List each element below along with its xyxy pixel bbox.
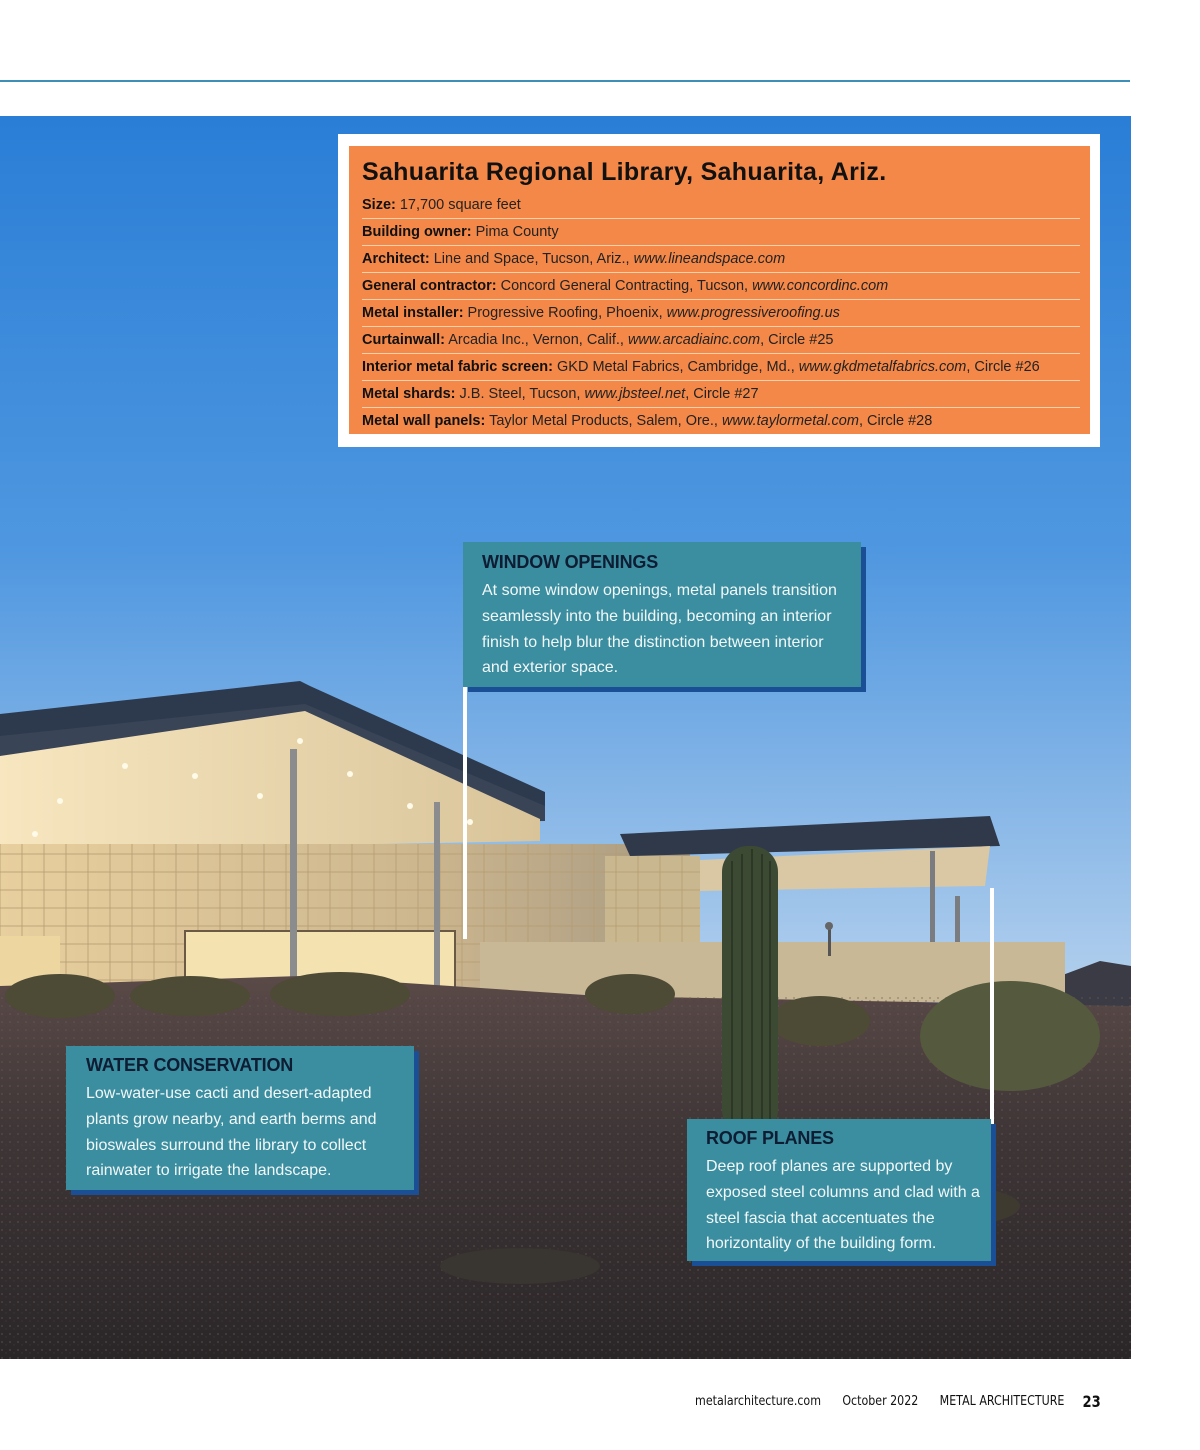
- callout-title: ROOF PLANES: [706, 1128, 834, 1148]
- info-row-label: Curtainwall:: [362, 332, 445, 348]
- info-row: [362, 327, 1080, 354]
- info-row: [362, 246, 1080, 273]
- project-info-box: [349, 146, 1090, 434]
- info-row-url[interactable]: www.progressiveroofing.us: [666, 305, 840, 321]
- info-row: [362, 219, 1080, 246]
- window-openings-callout: [463, 542, 861, 687]
- info-row: [362, 408, 1080, 434]
- info-row-url[interactable]: www.lineandspace.com: [633, 251, 786, 267]
- info-row-text: GKD Metal Fabrics, Cambridge, Md.,: [553, 359, 799, 375]
- info-row-tail: , Circle #25: [760, 332, 834, 348]
- info-row-url[interactable]: www.arcadiainc.com: [627, 332, 761, 348]
- info-row-label: Size:: [362, 197, 396, 213]
- info-row-label: General contractor:: [362, 278, 497, 294]
- info-row: [362, 300, 1080, 327]
- info-row-label: Building owner:: [362, 224, 472, 240]
- info-row-label: Metal wall panels:: [362, 413, 486, 429]
- info-row-url[interactable]: www.concordinc.com: [752, 278, 889, 294]
- project-title: Sahuarita Regional Library, Sahuarita, Ariz.: [362, 158, 887, 186]
- info-row-label: Metal shards:: [362, 386, 456, 402]
- page-footer: [674, 1391, 1101, 1411]
- info-row-text: 17,700 square feet: [395, 197, 521, 213]
- top-rule: [0, 80, 1130, 82]
- roof-leader-line: [990, 888, 994, 1124]
- info-row-label: Metal installer:: [362, 305, 464, 321]
- info-row-tail: , Circle #27: [685, 386, 759, 402]
- info-row-text: Concord General Contracting, Tucson,: [496, 278, 753, 294]
- callout-body: Deep roof planes are supported by exposed steel columns and clad with a steel fascia that accentuates the horizontality of the building form.: [706, 1158, 980, 1253]
- info-row-label: Interior metal fabric screen:: [362, 359, 553, 375]
- info-row-text: Line and Space, Tucson, Ariz.,: [429, 251, 634, 267]
- project-info-frame: [338, 134, 1100, 447]
- callout-body: Low-water-use cacti and desert-adapted plants grow nearby, and earth berms and bioswales surround the library to collect rainwater to irrigate the landscape.: [86, 1085, 377, 1180]
- info-row-url[interactable]: www.jbsteel.net: [584, 386, 686, 402]
- info-row-text: Taylor Metal Products, Salem, Ore.,: [485, 413, 722, 429]
- info-row-url[interactable]: www.taylormetal.com: [721, 413, 859, 429]
- info-row-tail: , Circle #26: [966, 359, 1040, 375]
- info-row-url[interactable]: www.gkdmetalfabrics.com: [798, 359, 967, 375]
- info-row-label: Architect:: [362, 251, 430, 267]
- footer-magazine-name: METAL ARCHITECTURE: [939, 1393, 1065, 1409]
- info-row-tail: , Circle #28: [858, 413, 933, 429]
- info-row-text: J.B. Steel, Tucson,: [455, 386, 585, 402]
- footer-website: metalarchitecture.com: [695, 1393, 822, 1409]
- callout-body: At some window openings, metal panels transition seamlessly into the building, becoming an interior finish to help blur the distinction between interior and exterior space.: [482, 582, 837, 677]
- footer-issue-date: October 2022: [842, 1393, 919, 1409]
- info-row: [362, 192, 1080, 219]
- info-row-text: Pima County: [471, 224, 559, 240]
- page-number: 23: [1082, 1391, 1101, 1411]
- window-leader-line: [463, 687, 467, 939]
- callout-title: WATER CONSERVATION: [86, 1055, 294, 1075]
- info-row: [362, 273, 1080, 300]
- project-info-rows: [362, 192, 1080, 434]
- roof-planes-callout: [687, 1119, 991, 1261]
- info-row-text: Progressive Roofing, Phoenix,: [463, 305, 667, 321]
- callout-title: WINDOW OPENINGS: [482, 552, 658, 572]
- info-row: [362, 354, 1080, 381]
- info-row: [362, 381, 1080, 408]
- info-row-text: Arcadia Inc., Vernon, Calif.,: [444, 332, 628, 348]
- water-conservation-callout: [66, 1046, 414, 1190]
